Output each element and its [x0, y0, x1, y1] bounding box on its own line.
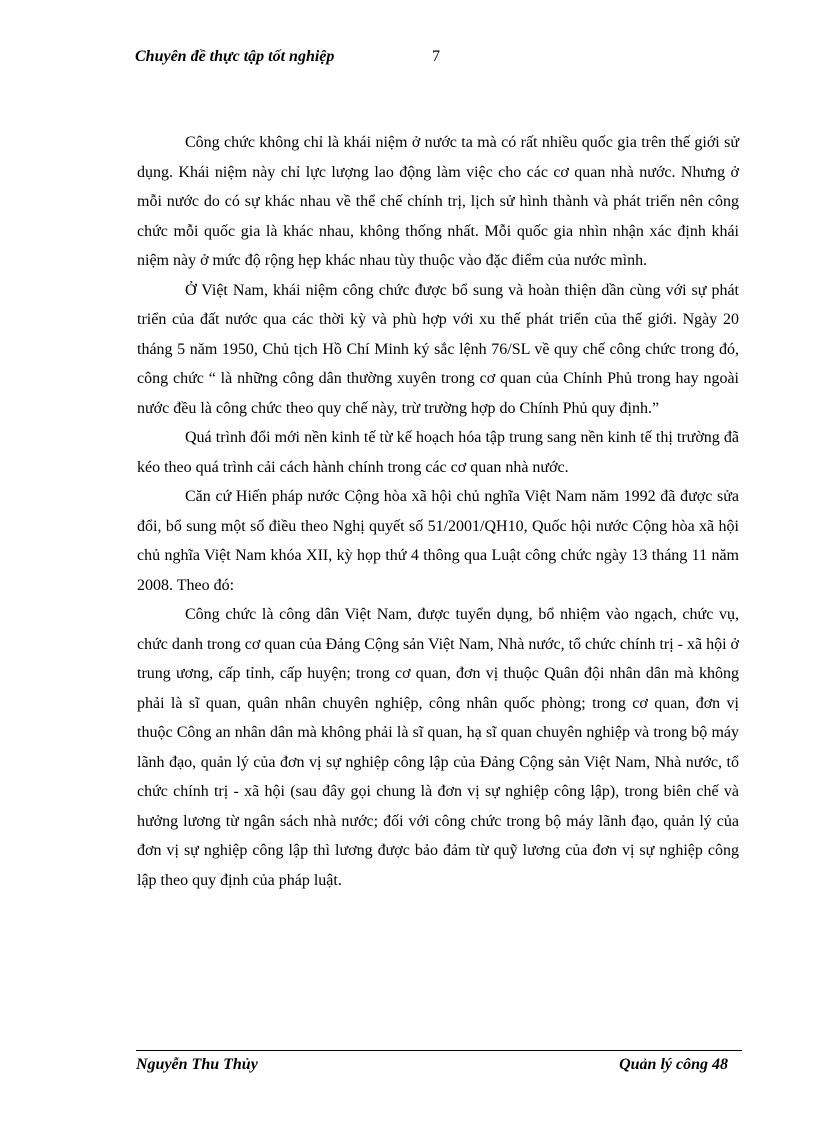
- page-number: 7: [432, 48, 440, 65]
- paragraph-5: Công chức là công dân Việt Nam, được tuyển dụng, bổ nhiệm vào ngạch, chức vụ, chức danh trong cơ quan của Đảng Cộng sản Việt Nam, Nhà nước, tổ chức chính trị - xã hội ở trung ương, cấp tỉnh, cấp huyện; trong cơ quan, đơn vị thuộc Quân đội nhân dân mà không phải là sĩ quan, quân nhân chuyên nghiệp, công nhân quốc phòng; trong cơ quan, đơn vị thuộc Công an nhân dân mà không phải là sĩ quan, hạ sĩ quan chuyên nghiệp và trong bộ máy lãnh đạo, quản lý của đơn vị sự nghiệp công lập của Đảng Cộng sản Việt Nam, Nhà nước, tổ chức chính trị - xã hội (sau đây gọi chung là đơn vị sự nghiệp công lập), trong biên chế và hưởng lương từ ngân sách nhà nước; đối với công chức trong bộ máy lãnh đạo, quản lý của đơn vị sự nghiệp công lập thì lương được bảo đảm từ quỹ lương của đơn vị sự nghiệp công lập theo quy định của pháp luật.: [137, 606, 739, 889]
- header-title: Chuyên đề thực tập tốt nghiệp: [135, 48, 335, 65]
- footer-author: Nguyễn Thu Thủy: [136, 1056, 258, 1073]
- footer-divider: [136, 1050, 742, 1051]
- paragraph-2: Ở Việt Nam, khái niệm công chức được bổ sung và hoàn thiện dần cùng với sự phát triển của đất nước qua các thời kỳ và phù hợp với xu thế phát triển của thế giới. Ngày 20 tháng 5 năm 1950, Chủ tịch Hồ Chí Minh ký sắc lệnh 76/SL về quy chế công chức trong đó, công chức “ là những công dân thường xuyên trong cơ quan của Chính Phủ trong hay ngoài nước đều là công chức theo quy chế này, trừ trường hợp do Chính Phủ quy định.”: [137, 281, 739, 417]
- footer-course: Quản lý công 48: [619, 1056, 728, 1073]
- body-text: [137, 128, 739, 895]
- page-header: [135, 48, 745, 70]
- paragraph-3: Quá trình đổi mới nền kinh tế từ kế hoạch hóa tập trung sang nền kinh tế thị trường đã kéo theo quá trình cải cách hành chính trong các cơ quan nhà nước.: [137, 429, 739, 476]
- paragraph-4: Căn cứ Hiến pháp nước Cộng hòa xã hội chủ nghĩa Việt Nam năm 1992 đã được sửa đổi, bổ sung một số điều theo Nghị quyết số 51/2001/QH10, Quốc hội nước Cộng hòa xã hội chủ nghĩa Việt Nam khóa XII, kỳ họp thứ 4 thông qua Luật công chức ngày 13 tháng 11 năm 2008. Theo đó:: [137, 488, 739, 594]
- paragraph-1: Công chức không chỉ là khái niệm ở nước ta mà có rất nhiều quốc gia trên thế giới sử dụng. Khái niệm này chỉ lực lượng lao động làm việc cho các cơ quan nhà nước. Nhưng ở mỗi nước do có sự khác nhau về thể chế chính trị, lịch sử hình thành và phát triển nên công chức mỗi quốc gia là khác nhau, không thống nhất. Mỗi quốc gia nhìn nhận xác định khái niệm này ở mức độ rộng hẹp khác nhau tùy thuộc vào đặc điểm của nước mình.: [137, 134, 739, 269]
